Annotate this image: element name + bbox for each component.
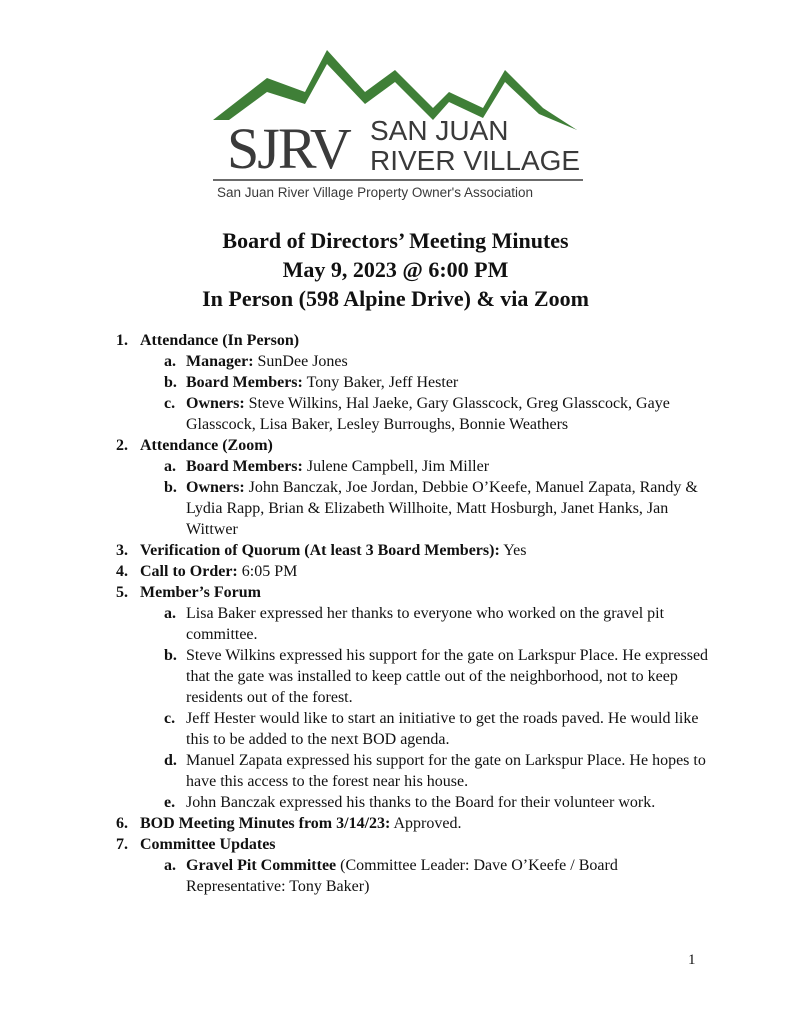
minutes-subitem — [164, 372, 716, 393]
item-value: Approved. — [390, 815, 462, 832]
minutes-item — [116, 561, 716, 582]
subitem-text: John Banczak, Joe Jordan, Debbie O’Keefe, Manuel Zapata, Randy & Lydia Rapp, Brian & Elizabeth Willhoite, Matt Hosburgh, Janet Hanks, Jan Wittwer — [186, 479, 698, 538]
subitem-body — [186, 477, 716, 540]
item-heading: BOD Meeting Minutes from 3/14/23: — [140, 815, 391, 832]
minutes-subitem — [164, 750, 716, 792]
minutes-item — [116, 435, 716, 456]
subitem-text: Steve Wilkins expressed his support for the gate on Larkspur Place. He expressed that the gate was installed to keep cattle out of the neighborhood, not to keep residents out of the forest. — [186, 647, 709, 706]
subitem-text: Lisa Baker expressed her thanks to everyone who worked on the gravel pit committee. — [186, 605, 665, 643]
logo-name-line2: RIVER VILLAGE — [370, 145, 581, 176]
subitem-letter: a. — [164, 353, 176, 370]
minutes-subitem — [164, 708, 716, 750]
minutes-subitem — [164, 456, 716, 477]
item-number: 2. — [116, 437, 128, 454]
minutes-item — [116, 540, 716, 561]
subitem-body — [186, 351, 348, 372]
document-header — [0, 226, 791, 313]
item-body — [140, 582, 261, 603]
item-value: Yes — [499, 542, 527, 559]
subitem-letter: a. — [164, 857, 176, 874]
item-number: 1. — [116, 332, 128, 349]
item-body — [140, 561, 297, 582]
subitem-letter: a. — [164, 458, 176, 475]
subitem-text: Tony Baker, Jeff Hester — [302, 374, 459, 391]
item-body — [140, 435, 273, 456]
subitem-body — [186, 708, 716, 750]
subitem-body — [186, 750, 716, 792]
minutes-item — [116, 813, 716, 834]
item-body — [140, 834, 276, 855]
subitem-letter: b. — [164, 647, 177, 664]
minutes-subitem — [164, 855, 716, 897]
item-heading: Verification of Quorum (At least 3 Board Members): — [140, 542, 500, 559]
subitem-label: Owners: — [186, 395, 245, 412]
item-heading: Attendance (Zoom) — [140, 437, 273, 454]
page-number: 1 — [688, 952, 696, 968]
subitem-label: Gravel Pit Committee — [186, 857, 337, 874]
minutes-subitem — [164, 603, 716, 645]
minutes-subitem — [164, 393, 716, 435]
item-heading: Attendance (In Person) — [140, 332, 300, 349]
subitem-body — [186, 393, 716, 435]
item-body — [140, 540, 526, 561]
subitem-body — [186, 372, 458, 393]
item-number: 6. — [116, 815, 128, 832]
subitem-label: Board Members: — [186, 458, 303, 475]
subitem-letter: b. — [164, 479, 177, 496]
subitem-letter: c. — [164, 710, 176, 727]
subitem-text: Julene Campbell, Jim Miller — [302, 458, 490, 475]
item-heading: Member’s Forum — [140, 584, 261, 601]
subitem-text: Manuel Zapata expressed his support for the gate on Larkspur Place. He hopes to have this access to the forest near his house. — [186, 752, 706, 790]
subitem-text: (Committee Leader: Dave O’Keefe / Board Representative: Tony Baker) — [186, 857, 618, 895]
item-number: 4. — [116, 563, 128, 580]
item-heading: Committee Updates — [140, 836, 276, 853]
logo-mark: SJRV — [227, 116, 350, 181]
subitem-letter: a. — [164, 605, 176, 622]
minutes-item — [116, 834, 716, 855]
subitem-label: Owners: — [186, 479, 245, 496]
meeting-date: May 9, 2023 @ 6:00 PM — [282, 257, 509, 282]
logo-name-line1: SAN JUAN — [370, 115, 509, 146]
document-title: Board of Directors’ Meeting Minutes — [222, 228, 569, 253]
subitem-letter: e. — [164, 794, 176, 811]
subitem-body — [186, 603, 716, 645]
subitem-text: Jeff Hester would like to start an initiative to get the roads paved. He would like this to be added to the next BOD agenda. — [186, 710, 699, 748]
item-heading: Call to Order: — [140, 563, 238, 580]
minutes-item — [116, 330, 716, 351]
minutes-subitem — [164, 792, 716, 813]
meeting-location: In Person (598 Alpine Drive) & via Zoom — [202, 286, 589, 311]
subitem-label: Board Members: — [186, 374, 303, 391]
minutes-subitem — [164, 645, 716, 708]
minutes-subitem — [164, 351, 716, 372]
item-body — [140, 330, 299, 351]
item-body — [140, 813, 461, 834]
subitem-body — [186, 645, 716, 708]
item-number: 3. — [116, 542, 128, 559]
minutes-subitem — [164, 477, 716, 540]
subitem-body — [186, 855, 716, 897]
item-number: 5. — [116, 584, 128, 601]
subitem-body — [186, 792, 655, 813]
subitem-body — [186, 456, 489, 477]
sjrv-logo — [205, 48, 590, 203]
item-value: 6:05 PM — [237, 563, 298, 580]
item-number: 7. — [116, 836, 128, 853]
minutes-list — [116, 330, 716, 897]
subitem-text: SunDee Jones — [253, 353, 348, 370]
logo-tagline: San Juan River Village Property Owner's Association — [217, 185, 533, 200]
subitem-letter: d. — [164, 752, 177, 769]
subitem-letter: c. — [164, 395, 176, 412]
subitem-text: Steve Wilkins, Hal Jaeke, Gary Glasscock, Greg Glasscock, Gaye Glasscock, Lisa Baker, Lesley Burroughs, Bonnie Weathers — [186, 395, 670, 433]
minutes-item — [116, 582, 716, 603]
subitem-text: John Banczak expressed his thanks to the Board for their volunteer work. — [186, 794, 656, 811]
subitem-label: Manager: — [186, 353, 254, 370]
subitem-letter: b. — [164, 374, 177, 391]
